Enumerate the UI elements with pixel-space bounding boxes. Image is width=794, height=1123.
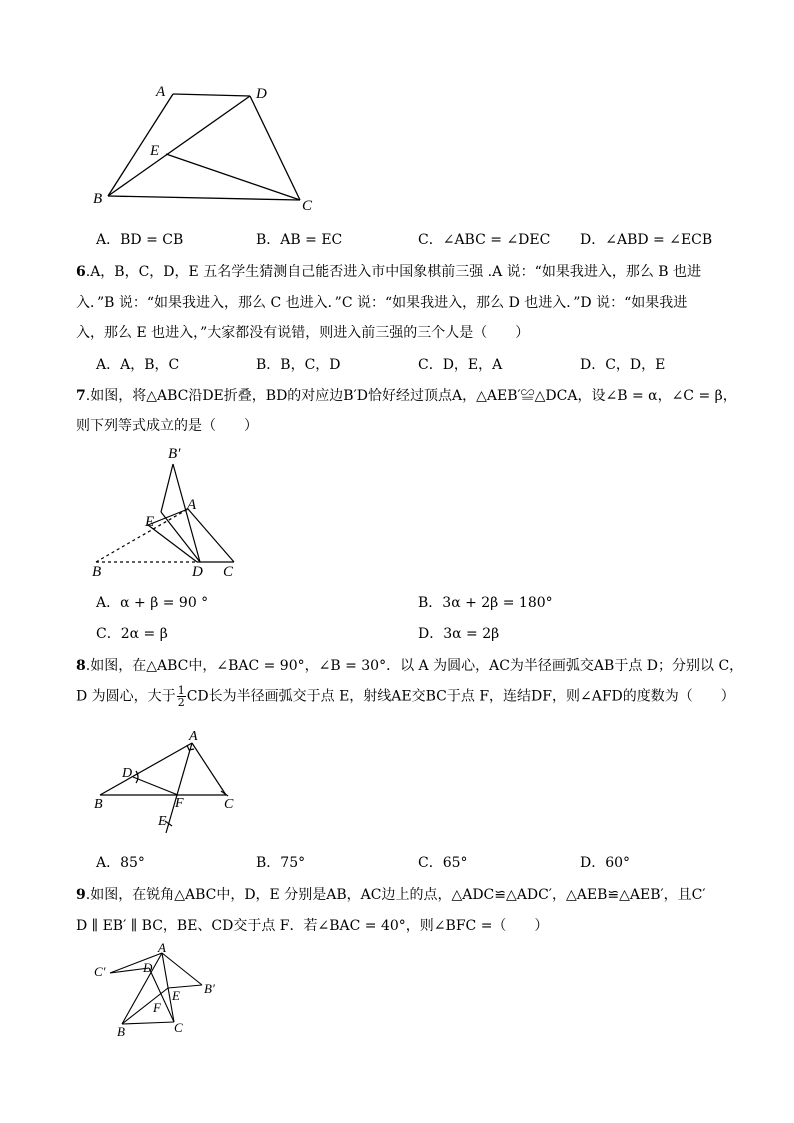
label-d: D xyxy=(256,86,267,102)
label-b: B xyxy=(92,564,102,580)
label-c: C xyxy=(224,797,234,812)
q8-option-a[interactable]: A．85° xyxy=(96,855,145,871)
fraction-half xyxy=(177,685,186,708)
q9-stem-line1 xyxy=(76,884,706,904)
figure-q7 xyxy=(86,440,256,585)
q6-option-a[interactable]: A．A，B，C xyxy=(96,357,180,373)
label-f: F xyxy=(153,1000,161,1015)
label-b: B xyxy=(93,191,103,207)
figure-q9 xyxy=(86,940,236,1045)
q8-text-2b: CD长为半径画弧交于点 E，射线AE交BC于点 F，连结DF，则∠AFD的度数为（ ） xyxy=(186,688,735,705)
q7-text-1: .如图，将△ABC沿DE折叠，BD的对应边B′D恰好经过顶点A，△AEB′≌△DCA，设∠B = α，∠C = β， xyxy=(85,388,737,404)
q6-option-b[interactable]: B．B，C，D xyxy=(256,357,341,373)
q5-option-d[interactable]: D．∠ABD = ∠ECB xyxy=(580,232,713,248)
q8-text-1: .如图，在△ABC中，∠BAC = 90°，∠B = 30°．以 A 为圆心，AC为半径画弧交AB于点 D；分别以 C， xyxy=(85,658,744,674)
q7-option-a[interactable]: A．α + β = 90 ° xyxy=(96,595,209,611)
fraction-denominator: 2 xyxy=(177,696,185,709)
label-e: E xyxy=(172,988,180,1003)
label-d: D xyxy=(192,564,203,580)
q8-option-c[interactable]: C．65° xyxy=(418,855,468,871)
q6-stem-line2: 入．”B 说：“如果我进入，那么 C 也进入．”C 说：“如果我进入，那么 D 也进入．”D 说：“如果我进 xyxy=(76,295,688,311)
q9-number: 9 xyxy=(76,887,86,903)
q9-text-1: .如图，在锐角△ABC中，D，E 分别是AB，AC边上的点，△ADC≌△ADC′，△AEB≌△AEB′，且C′ xyxy=(85,887,706,903)
label-d: D xyxy=(122,766,133,781)
q5-option-b[interactable]: B．AB = EC xyxy=(256,232,343,248)
label-a: A xyxy=(189,729,198,744)
label-b: B xyxy=(117,1024,125,1039)
label-a: A xyxy=(187,497,197,513)
label-d: D xyxy=(143,960,153,975)
q7-number: 7 xyxy=(76,388,86,404)
figure-q8 xyxy=(86,725,256,840)
q6-text-1: .A，B，C，D，E 五名学生猜测自己能否进入市中国象棋前三强 .A 说：“如果我进入，那么 B 也进 xyxy=(85,264,702,280)
label-e: E xyxy=(158,814,167,829)
q6-option-c[interactable]: C．D，E，A xyxy=(418,357,503,373)
figure-q5 xyxy=(90,78,330,218)
q5-option-a[interactable]: A．BD = CB xyxy=(96,232,184,248)
label-b-prime: B′ xyxy=(204,981,215,996)
q6-number: 6 xyxy=(76,264,86,280)
q8-stem-line2 xyxy=(76,685,735,708)
q9-stem-line2: D ∥ EB′ ∥ BC，BE、CD交于点 F．若∠BAC = 40°，则∠BFC =（ ） xyxy=(76,918,549,934)
q7-option-b[interactable]: B．3α + 2β = 180° xyxy=(418,595,553,611)
label-c: C xyxy=(174,1020,183,1035)
q8-stem-line1 xyxy=(76,655,743,675)
q7-option-c[interactable]: C．2α = β xyxy=(96,626,168,642)
q8-option-d[interactable]: D．60° xyxy=(580,855,631,871)
q7-stem-line1 xyxy=(76,385,737,405)
q7-stem-line2: 则下列等式成立的是（ ） xyxy=(76,418,258,434)
q8-number: 8 xyxy=(76,658,86,674)
label-e: E xyxy=(150,143,160,159)
label-c: C xyxy=(302,198,313,214)
q5-option-c[interactable]: C．∠ABC = ∠DEC xyxy=(418,232,551,248)
q8-option-b[interactable]: B．75° xyxy=(256,855,306,871)
q6-option-d[interactable]: D．C，D，E xyxy=(580,357,666,373)
q6-stem-line1 xyxy=(76,261,701,281)
fraction-numerator: 1 xyxy=(177,684,185,697)
label-e: E xyxy=(145,514,155,530)
q6-stem-line3: 入，那么 E 也进入，”大家都没有说错，则进入前三强的三个人是（ ） xyxy=(76,325,530,341)
q7-option-d[interactable]: D．3α = 2β xyxy=(418,626,500,642)
label-b: B xyxy=(94,797,103,812)
q8-text-2a: D 为圆心，大于 xyxy=(76,688,176,705)
label-c: C xyxy=(223,564,234,580)
label-a: A xyxy=(158,940,166,955)
label-a: A xyxy=(156,84,166,100)
label-b-prime: B′ xyxy=(168,446,181,462)
label-f: F xyxy=(175,796,184,811)
label-c-prime: C′ xyxy=(94,964,106,979)
